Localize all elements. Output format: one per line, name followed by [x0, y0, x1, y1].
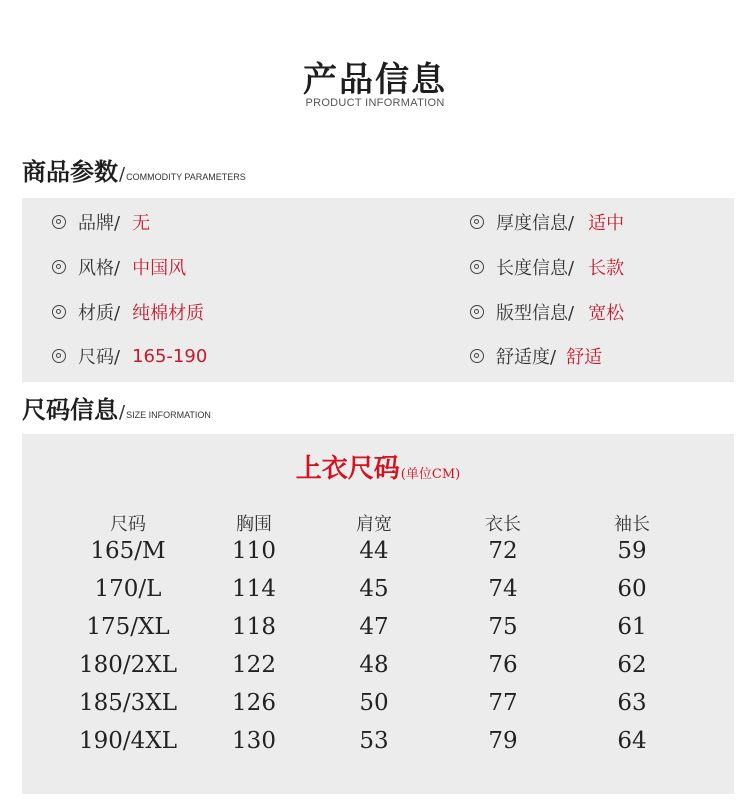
- page-subtitle: PRODUCT INFORMATION: [305, 97, 445, 109]
- param-item: [52, 252, 186, 282]
- size-information-title: 尺码信息: [22, 395, 118, 424]
- double-circle-icon: [470, 305, 484, 319]
- double-circle-icon: [470, 260, 484, 274]
- table-cell: 126: [232, 690, 276, 716]
- double-circle-icon: [52, 260, 66, 274]
- param-label: 版型信息/: [496, 303, 575, 324]
- heading-slash: /: [119, 164, 126, 185]
- table-cell: 118: [232, 614, 276, 640]
- param-value: 中国风: [132, 258, 187, 279]
- column-header-length: 衣长: [485, 514, 521, 535]
- param-label: 材质/: [78, 303, 121, 324]
- table-cell: 122: [232, 652, 276, 678]
- param-value: 宽松: [588, 303, 625, 324]
- table-cell: 74: [488, 576, 518, 602]
- size-table-unit: (单位CM): [400, 467, 461, 482]
- column-header-size: 尺码: [110, 514, 146, 535]
- param-label: 厚度信息/: [496, 213, 575, 234]
- table-cell: 61: [617, 614, 647, 640]
- table-cell: 190/4XL: [79, 728, 177, 754]
- parameters-panel: [22, 198, 734, 382]
- table-cell: 170/L: [94, 576, 162, 602]
- table-cell: 185/3XL: [79, 690, 177, 716]
- table-cell: 44: [359, 538, 389, 564]
- table-cell: 47: [359, 614, 389, 640]
- table-cell: 48: [359, 652, 389, 678]
- param-item: [470, 252, 624, 282]
- double-circle-icon: [52, 349, 66, 363]
- table-cell: 53: [359, 728, 389, 754]
- table-cell: 50: [359, 690, 389, 716]
- column-header-shoulder: 肩宽: [356, 514, 392, 535]
- table-cell: 75: [488, 614, 518, 640]
- table-cell: 72: [488, 538, 518, 564]
- size-table-title: [22, 454, 734, 484]
- double-circle-icon: [470, 349, 484, 363]
- param-label: 尺码/: [78, 347, 121, 368]
- param-label: 品牌/: [78, 213, 121, 234]
- param-item: [52, 297, 204, 327]
- double-circle-icon: [52, 305, 66, 319]
- param-value: 适中: [588, 213, 625, 234]
- param-value: 165-190: [132, 345, 208, 367]
- param-value: 无: [132, 213, 151, 234]
- table-cell: 180/2XL: [79, 652, 177, 678]
- table-cell: 59: [617, 538, 647, 564]
- double-circle-icon: [470, 215, 484, 229]
- param-item: [52, 207, 150, 237]
- table-cell: 165/M: [90, 538, 166, 564]
- page-title: 产品信息: [303, 60, 447, 100]
- column-header-chest: 胸围: [236, 514, 272, 535]
- commodity-parameters-title: 商品参数: [22, 157, 118, 186]
- table-cell: 60: [617, 576, 647, 602]
- param-item: [470, 297, 624, 327]
- size-information-heading: [22, 396, 211, 424]
- table-cell: 64: [617, 728, 647, 754]
- table-cell: 77: [488, 690, 518, 716]
- table-cell: 79: [488, 728, 518, 754]
- param-label: 长度信息/: [496, 258, 575, 279]
- table-cell: 62: [617, 652, 647, 678]
- table-cell: 76: [488, 652, 518, 678]
- table-cell: 45: [359, 576, 389, 602]
- param-item: [470, 341, 602, 371]
- param-label: 风格/: [78, 258, 121, 279]
- size-table-title-main: 上衣尺码: [295, 454, 400, 484]
- size-information-subtitle: SIZE INFORMATION: [126, 410, 211, 420]
- size-table-panel: [22, 434, 734, 794]
- table-cell: 130: [232, 728, 276, 754]
- table-cell: 110: [232, 538, 276, 564]
- column-header-sleeve: 袖长: [614, 514, 650, 535]
- table-cell: 63: [617, 690, 647, 716]
- param-item: [52, 341, 207, 371]
- heading-slash: /: [119, 402, 126, 423]
- param-value: 纯棉材质: [132, 303, 205, 324]
- commodity-parameters-subtitle: COMMODITY PARAMETERS: [126, 172, 246, 182]
- param-value: 长款: [588, 258, 625, 279]
- double-circle-icon: [52, 215, 66, 229]
- param-item: [470, 207, 624, 237]
- table-cell: 114: [232, 576, 276, 602]
- param-value: 舒适: [566, 347, 603, 368]
- table-cell: 175/XL: [86, 614, 170, 640]
- commodity-parameters-heading: [22, 158, 246, 186]
- param-label: 舒适度/: [496, 347, 557, 368]
